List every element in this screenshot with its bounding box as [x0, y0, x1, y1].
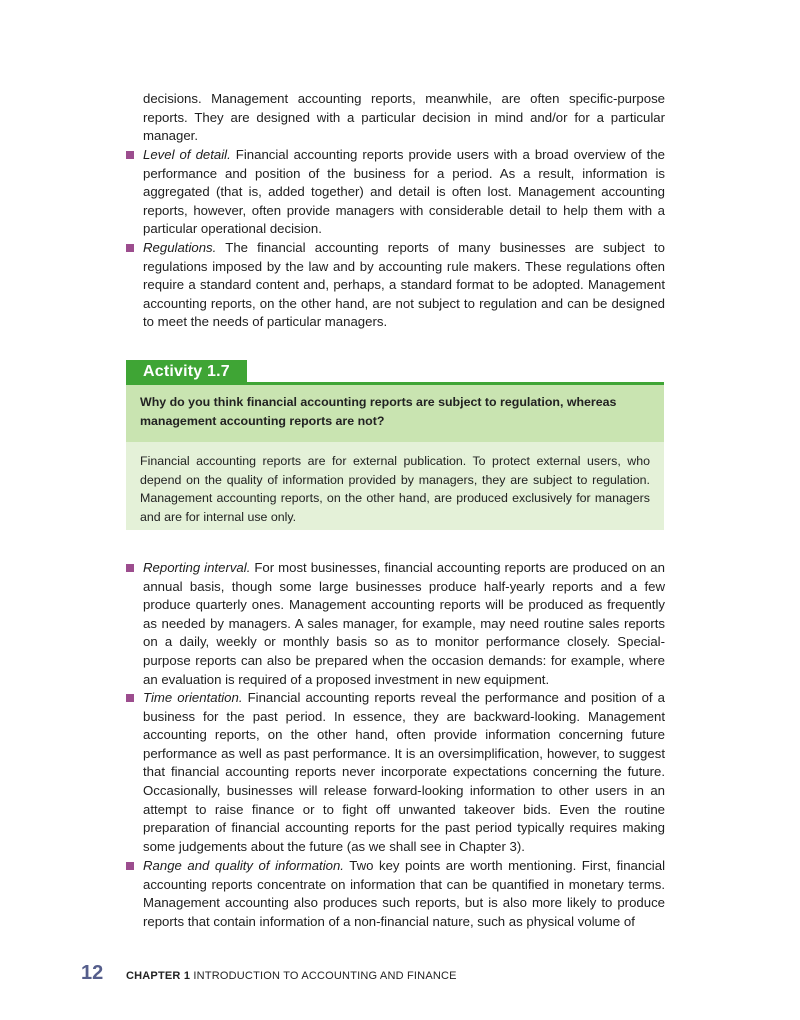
bullet-text: The financial accounting reports of many businesses are subject to regulations imposed by the law and by accounting rule makers. These regulations often require a standard content and, perhaps, a standard format to be adopted. Management accounting reports, on the other hand, are not subject to regulation and can be designed to meet the needs of particular managers. [143, 240, 665, 330]
bullet-term: Time orientation. [143, 690, 243, 705]
bullet-text: For most businesses, financial accounting reports are produced on an annual basis, though some large businesses produce half-yearly reports and a few produce quarterly ones. Management accounting reports will be produced as frequently as needed by managers. A sales manager, for example, may need routine sales reports on a daily, weekly or monthly basis so as to monitor performance closely. Special-purpose reports can also be prepared when the occasion demands: for example, where an evaluation is required of a proposed investment in new equipment. [143, 560, 665, 687]
running-footer [126, 970, 457, 982]
activity-question: Why do you think financial accounting reports are subject to regulation, whereas management accounting reports are not? [140, 395, 617, 428]
chapter-title: INTRODUCTION TO ACCOUNTING AND FINANCE [193, 970, 457, 982]
square-bullet-icon [126, 151, 134, 159]
bullet-text: Financial accounting reports reveal the performance and position of a business for the past period. In essence, they are backward-looking. Management accounting reports, on the other hand, often provide information concerning future performance as well as past performance. It is an oversimplification, however, to suggest that financial accounting reports never incorporate expectations concerning the future. Occasionally, businesses will release forward-looking information to other users in an attempt to raise finance or to fight off unwanted takeover bids. Even the routine preparation of financial accounting reports for the past period typically requires making some judgements about the future (as we shall see in Chapter 3). [143, 690, 665, 854]
square-bullet-icon [126, 244, 134, 252]
activity-answer-box [126, 442, 664, 530]
activity-label: Activity 1.7 [126, 360, 247, 383]
activity-answer: Financial accounting reports are for external publication. To protect external users, who depend on the quality of information provided by managers, they are subject to regulation. Management accounting reports, on the other hand, are produced exclusively for managers and are for internal use only. [140, 454, 650, 524]
page-number: 12 [81, 962, 104, 984]
list-item-time-orientation [126, 689, 665, 856]
bullet-text: Two key points are worth mentioning. First, financial accounting reports concentrate on information that can be quantified in monetary terms. Management accounting also produces such reports, but is also more likely to produce reports that contain information of a non-financial nature, such as physical volume of [143, 858, 665, 929]
bullet-term: Regulations. [143, 240, 217, 255]
square-bullet-icon [126, 694, 134, 702]
square-bullet-icon [126, 564, 134, 572]
intro-paragraph: decisions. Management accounting reports, meanwhile, are often specific-purpose reports. They are designed with a particular decision in mind and/or for a particular manager. [143, 91, 665, 144]
bullet-term: Level of detail. [143, 147, 231, 162]
bullet-term: Range and quality of information. [143, 858, 344, 873]
list-item-level-of-detail [126, 146, 665, 239]
chapter-label: CHAPTER 1 [126, 970, 191, 982]
bullet-text: Financial accounting reports provide users with a broad overview of the performance and position of the business for a period. As a result, information is aggregated (that is, added together) and detail is often lost. Management accounting reports, however, often provide managers with considerable detail to help them with a particular operational decision. [143, 147, 665, 237]
list-item-range-and-quality [126, 857, 665, 931]
activity-question-box [126, 385, 664, 442]
list-item-reporting-interval [126, 559, 665, 689]
list-item-regulations [126, 239, 665, 332]
bullet-term: Reporting interval. [143, 560, 251, 575]
square-bullet-icon [126, 862, 134, 870]
